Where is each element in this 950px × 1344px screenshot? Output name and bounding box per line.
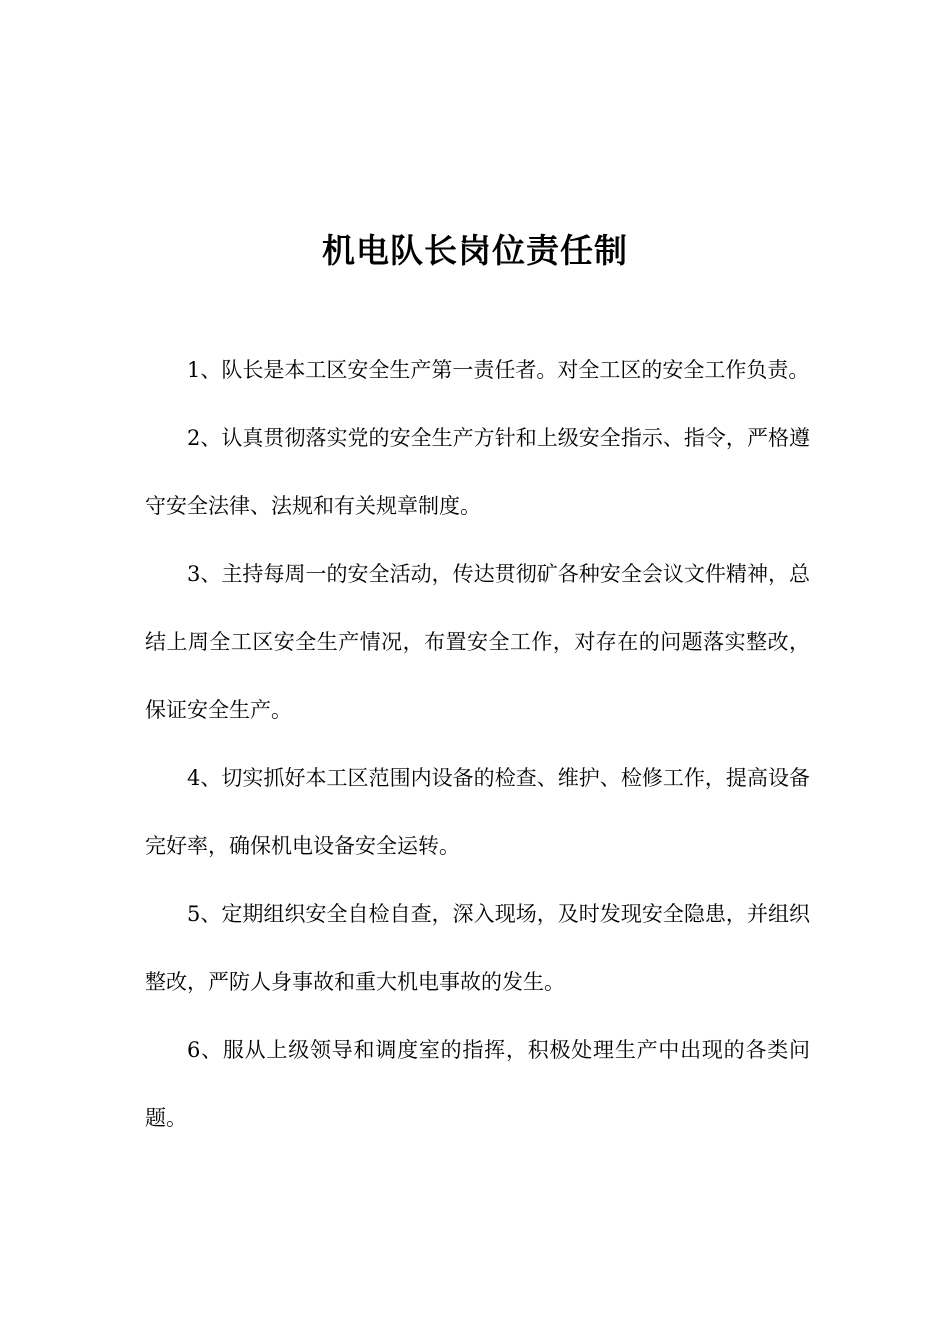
paragraph-6: 6、服从上级领导和调度室的指挥，积极处理生产中出现的各类问题。	[145, 1038, 810, 1130]
paragraph-5: 5、定期组织安全自检自查，深入现场，及时发现安全隐患，并组织整改，严防人身事故和重大机电事故的发生。	[145, 902, 810, 994]
document-body	[145, 336, 810, 1152]
paragraph-4: 4、切实抓好本工区范围内设备的检查、维护、检修工作，提高设备完好率，确保机电设备安全运转。	[145, 766, 810, 858]
paragraph-2: 2、认真贯彻落实党的安全生产方针和上级安全指示、指令，严格遵守安全法律、法规和有关规章制度。	[145, 426, 810, 518]
paragraph-1: 1、队长是本工区安全生产第一责任者。对全工区的安全工作负责。	[187, 358, 810, 382]
document-title: 机电队长岗位责任制	[322, 231, 628, 271]
paragraph-3: 3、主持每周一的安全活动，传达贯彻矿各种安全会议文件精神，总结上周全工区安全生产情况，布置安全工作，对存在的问题落实整改，保证安全生产。	[145, 562, 810, 722]
